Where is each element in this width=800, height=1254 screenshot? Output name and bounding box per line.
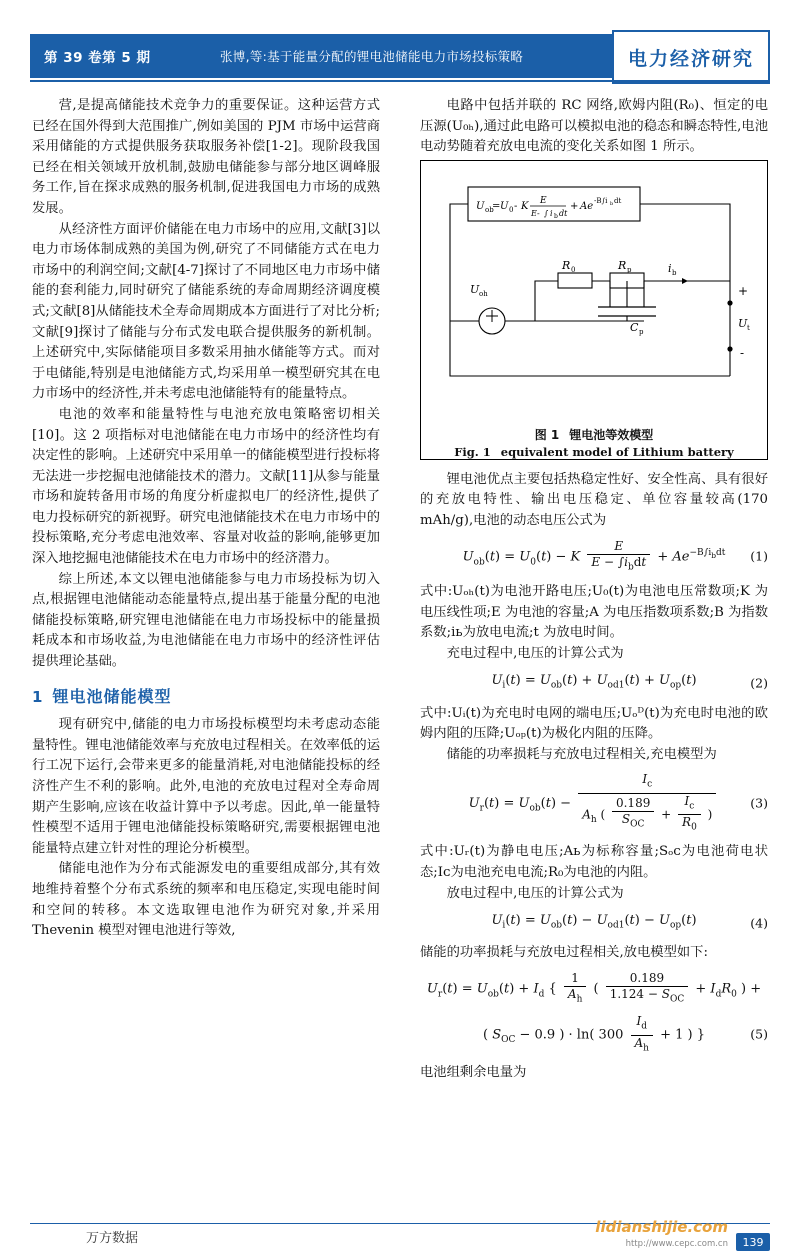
equation-4-body: $U_i(t) = U_{ob}(t) - U_{od1}(t) - U_{op}(t)$ — [491, 913, 697, 931]
svg-text:R: R — [618, 258, 627, 272]
equation-1-body: $U_{ob}(t) = U_0(t) - K$ $\frac{E}{E - \int i_bdt}$ + $Ae^{-B\int i_bdt}$ — [462, 538, 726, 572]
svg-text:U: U — [470, 282, 480, 296]
svg-text:0: 0 — [571, 265, 576, 274]
battery-equivalent-circuit-diagram — [430, 171, 758, 421]
running-article-title: 张博,等:基于能量分配的锂电池储能电力市场投标策略 — [220, 49, 524, 64]
figure-caption-cn-text: 锂电池等效模型 — [569, 427, 654, 442]
svg-text:∫: ∫ — [544, 208, 549, 218]
svg-text:-: - — [740, 345, 745, 360]
journal-logo — [612, 30, 770, 84]
section-title: 锂电池储能模型 — [52, 686, 172, 706]
site-brand: lidianshijie.com — [595, 1218, 728, 1236]
svg-text:i: i — [550, 208, 553, 218]
equation-5 — [420, 971, 768, 1007]
svg-text:U: U — [476, 200, 485, 212]
paragraph: 锂电池优点主要包括热稳定性好、安全性高、具有很好的充放电特性、输出电压稳定、单位容量较高(170 mAh/g),电池的动态电压公式为 — [420, 471, 768, 528]
svg-text:b: b — [672, 268, 677, 277]
svg-text:=: = — [492, 200, 501, 212]
figure-caption-en — [429, 444, 759, 461]
section-number: 1 — [32, 687, 43, 706]
figure-1 — [420, 160, 768, 460]
right-column — [420, 96, 768, 1084]
svg-text:oh: oh — [479, 289, 488, 298]
svg-text:Ae: Ae — [580, 200, 594, 212]
figure-caption-en-text: equivalent model of Lithium battery — [500, 444, 734, 459]
paragraph: 营,是提高储能技术竞争力的重要保证。这种运营方式已经在国外得到大范围推广,例如美国的 PJM 市场中运营商采用储能的方式提供服务获取服务补偿[1-2]。现阶段我国已经在相关领域开放机制,鼓励电储能参与部分地区调峰服务工作,旨在探求成熟的服务机制,促进我国电力市场的成熟发展。 — [32, 98, 380, 216]
equation-3-number: (3) — [750, 795, 768, 811]
page-header — [0, 34, 800, 82]
paragraph: 储能的功率损耗与充放电过程相关,放电模型如下: — [420, 945, 708, 961]
svg-text:p: p — [639, 327, 644, 336]
svg-text:K: K — [521, 200, 529, 212]
svg-text:t: t — [747, 323, 750, 332]
paragraph: 式中:Uᵣ(t)为静电电压;Aь为标称容量;Sₒᴄ为电池荷电状态;Iᴄ为电池充电电流;R₀为电池的内阻。 — [420, 844, 768, 881]
paragraph: 电池组剩余电量为 — [420, 1065, 527, 1081]
figure-caption — [429, 427, 759, 461]
svg-text:R: R — [562, 258, 571, 272]
svg-text:p: p — [627, 265, 632, 274]
svg-text:C: C — [630, 320, 639, 334]
equation-4 — [420, 911, 768, 936]
svg-text:0: 0 — [509, 205, 514, 214]
equation-2-body: $U_i(t) = U_{ob}(t) + U_{od1}(t) + U_{op}(t)$ — [491, 673, 697, 691]
paragraph: 电路中包括并联的 RC 网络,欧姆内阻(R₀)、恒定的电压源(U₀ₕ),通过此电路可以模拟电池的稳态和瞬态特性,电池电动势随着充放电电流的变化关系如图 1 所示。 — [420, 98, 768, 155]
figure-caption-en-label: Fig. 1 — [454, 444, 491, 459]
svg-text:dt: dt — [559, 208, 568, 218]
equation-5-body: $U_r(t) = U_{ob}(t) + I_d$ { $\frac{1}{A_h}$ ( $\frac{0.189}{1.124 - S_{OC}}$ + $I_dR_0$ ) + — [426, 971, 762, 1005]
figure-caption-cn-label: 图 1 — [534, 427, 560, 442]
equation-5-body-cont: ( $S_{OC} - 0.9$ ) · ln( 300 $\frac{I_d}{A_h}$ + 1 ) } — [482, 1014, 706, 1054]
svg-text:b: b — [610, 200, 614, 207]
paragraph: 综上所述,本文以锂电池储能参与电力市场投标为切入点,根据锂电池储能动态能量特点,提出基于能量分配的电池储能投标策略,研究锂电池储能在电力市场投标中的能量损耗成本和市场收益,为电池储能在电力市场中的经济性评估提供理论基础。 — [32, 571, 380, 670]
paragraph: 从经济性方面评价储能在电力市场中的应用,文献[3]以电力市场体制成熟的美国为例,研究了不同储能方式在电力市场中的利润空间;文献[4-7]探讨了不同地区电力市场中储能的套利能力,同时研究了储能系统的寿命周期经济调度模式;文献[8]从储能技术全寿命周期成本方面进行了对比分析;文献[9]探讨了储能与分布式发电联合提供服务的新机制。上述研究中,实际储能项目多数采用抽水储能等方式。而对于电储能,特别是电池储能方式,均采用单一模型研究其在电力市场中的经济性,并未考虑电池储能特有的能量特点。 — [32, 221, 380, 402]
header-rule — [30, 80, 770, 82]
page-number: 139 — [736, 1233, 770, 1251]
svg-text:+: + — [738, 283, 749, 298]
svg-text:i: i — [668, 261, 672, 275]
journal-logo-text: 电力经济研究 — [627, 47, 754, 70]
equation-4-number: (4) — [750, 915, 768, 931]
paragraph: 放电过程中,电压的计算公式为 — [446, 885, 624, 901]
page-footer — [0, 1208, 800, 1254]
paragraph: 充电过程中,电压的计算公式为 — [446, 645, 624, 661]
left-column — [32, 96, 380, 942]
equation-3-body: $U_r(t) = U_{ob}(t)$ − $I_c$ $A_h$ ( $\frac{0.189}{S_{OC}}$ + $\frac{I_c}{R_0}$ ) — [469, 772, 720, 835]
paragraph: 电池的效率和能量特性与电池充放电策略密切相关[10]。这 2 项指标对电池储能在电力市场中的经济性均有决定性的影响。上述研究中采用单一的储能模型进行投标将无法进一步挖掘电池储能技术的潜力。文献[11]从参与能量市场和旋转备用市场的角度分析虚拟电厂的经济性,提供了电力投标研究的新视野。研究电池储能技术在电力市场中的投标策略,充分考虑电池效率、容量对收益的影响,能够更加深入地挖掘电池储能技术在电力市场中的经济潜力。 — [32, 406, 380, 567]
site-url: http://www.cepc.com.cn — [625, 1239, 728, 1249]
paragraph: 现有研究中,储能的电力市场投标模型均未考虑动态能量特性。锂电池储能效率与充放电过程相关。在效率低的运行工况下运行,会带来更多的能量消耗,对电池储能投标的经济性产生不利的影响。此外,电池的充放电过程对全寿命周期产生影响,应该在收益计算中予以考虑。因此,单一能量特性模型不适用于锂电池储能投标策略研究,需要根据锂电池能量特点建立针对性的理论分析模型。 — [32, 717, 380, 856]
svg-text:b: b — [554, 212, 558, 220]
figure-caption-cn — [429, 427, 759, 444]
svg-text:+: + — [570, 200, 579, 212]
equation-2 — [420, 671, 768, 696]
equation-1 — [420, 539, 768, 575]
equation-2-number: (2) — [750, 675, 768, 691]
svg-text:-B∫i: -B∫i — [594, 196, 608, 205]
equation-3 — [420, 772, 768, 835]
svg-text:U: U — [500, 200, 509, 212]
svg-text:U: U — [738, 316, 748, 330]
svg-text:dt: dt — [614, 196, 622, 205]
volume-issue: 第 39 卷第 5 期 — [44, 50, 151, 66]
equation-5-number: (5) — [750, 1027, 768, 1043]
section-heading — [32, 687, 380, 708]
paragraph: 式中:Uᵢ(t)为充电时电网的端电压;Uₒᴰ(t)为充电时电池的欧姆内阻的压降;Uₒₚ(t)为极化内阻的压降。 — [420, 705, 768, 742]
paragraph: 式中:Uₒₕ(t)为电池开路电压;U₀(t)为电池电压常数项;K 为电压线性项;E 为电池的容量;A 为电压指数项系数;B 为指数系数;iь为放电电流;t 为放电时间。 — [420, 583, 768, 641]
equation-5-cont — [420, 1014, 768, 1056]
svg-text:E: E — [540, 195, 547, 206]
paragraph: 储能电池作为分布式能源发电的重要组成部分,其有效地维持着整个分布式系统的频率和电压稳定,实现电能时间和空间的转移。本文选取锂电池作为研究对象,并采用 Thevenin 模型对锂电池进行等效, — [32, 861, 380, 939]
svg-text:ob: ob — [485, 205, 494, 214]
paragraph: 储能的功率损耗与充放电过程相关,充电模型为 — [446, 746, 717, 762]
equation-1-number: (1) — [750, 548, 768, 564]
database-watermark: 万方数据 — [86, 1231, 139, 1246]
svg-text:-: - — [514, 200, 518, 212]
svg-text:E-: E- — [531, 208, 540, 218]
